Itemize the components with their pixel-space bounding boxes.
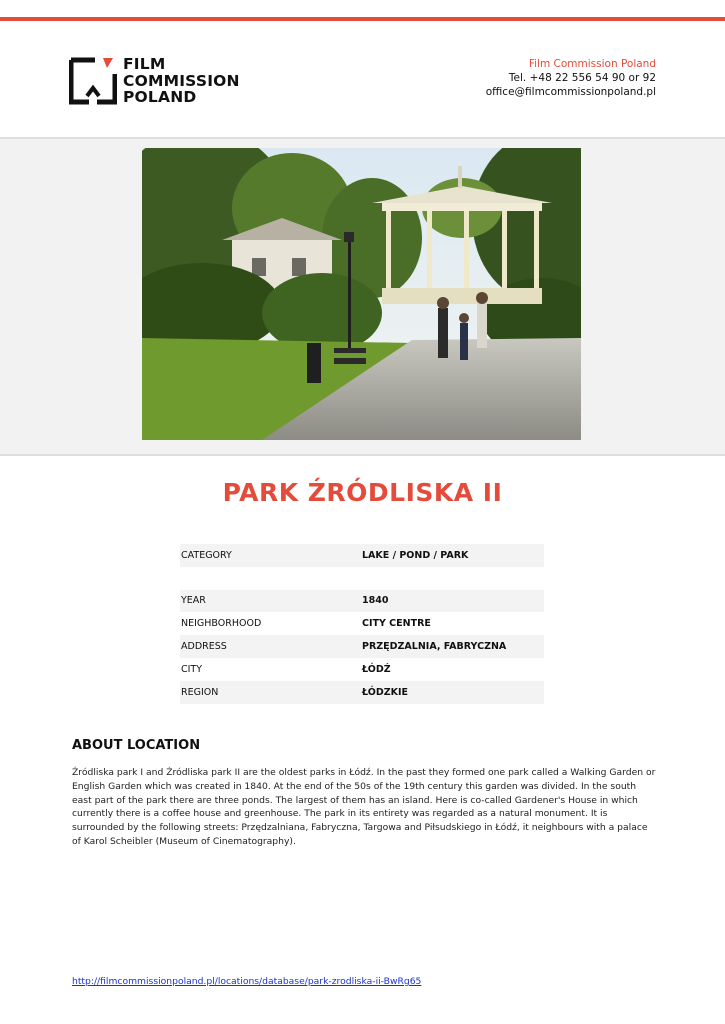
about-heading: ABOUT LOCATION: [72, 738, 201, 753]
logo-wordmark: [123, 56, 240, 106]
logo-line-3: POLAND: [123, 88, 197, 106]
detail-row-address: [180, 635, 544, 658]
contact-email[interactable]: office@filmcommissionpoland.pl: [485, 86, 656, 98]
detail-row-category: [180, 544, 544, 567]
detail-value: 1840: [362, 595, 389, 607]
detail-value: ŁÓDŹ: [362, 663, 391, 675]
page-title: PARK ŹRÓDLISKA II: [222, 478, 503, 507]
detail-label: NEIGHBORHOOD: [181, 618, 262, 630]
contact-block: [486, 57, 656, 99]
contact-org: Film Commission Poland: [528, 58, 656, 70]
detail-row-neighborhood: [180, 612, 544, 635]
detail-label: YEAR: [181, 595, 206, 607]
detail-label: CATEGORY: [181, 549, 232, 561]
top-accent-bar: [0, 17, 725, 21]
park-photo: [142, 148, 581, 440]
detail-label: REGION: [181, 686, 219, 698]
detail-row-year: [180, 590, 544, 613]
contact-phone: Tel. +48 22 556 54 90 or 92: [508, 72, 656, 84]
location-details-table: [180, 544, 544, 704]
detail-spacer: [180, 567, 544, 590]
detail-row-city: [180, 658, 544, 681]
detail-label: ADDRESS: [181, 641, 227, 653]
location-url-link[interactable]: http://filmcommissionpoland.pl/locations/database/park-zrodliska-ii-BwRg65: [72, 976, 422, 987]
logo-line-1: FILM: [123, 55, 166, 73]
detail-label: CITY: [181, 663, 203, 675]
detail-value: PRZĘDZALNIA, FABRYCZNA: [362, 641, 507, 653]
film-commission-logo[interactable]: [69, 56, 239, 108]
detail-value: ŁÓDZKIE: [362, 686, 408, 698]
detail-row-region: [180, 681, 544, 704]
park-photo-illustration: [142, 148, 581, 440]
logo-line-2: COMMISSION: [123, 71, 240, 90]
detail-value: LAKE / POND / PARK: [362, 549, 469, 561]
detail-value: CITY CENTRE: [362, 618, 431, 630]
about-text: Źródliska park I and Źródliska park II are the oldest parks in Łódź. In the past they formed one park called a Walking Garden or English Garden which was created in 1840. At the end of the 50s of the 19th century this garden was divided. In the south east part of the park there are three ponds. The largest of them has an island. Here is co-called Gardener's House in which currently there is a coffee house and greenhouse. The park in its entirety was regarded as a natural monument. It is surrounded by the following streets: Przędzalniana, Fabryczna, Targowa and Piłsudskiego in Łódź, it neighbours with a palace of Karol Scheibler (Museum of Cinematography).: [72, 767, 656, 847]
logo-mark-icon: [69, 56, 117, 106]
